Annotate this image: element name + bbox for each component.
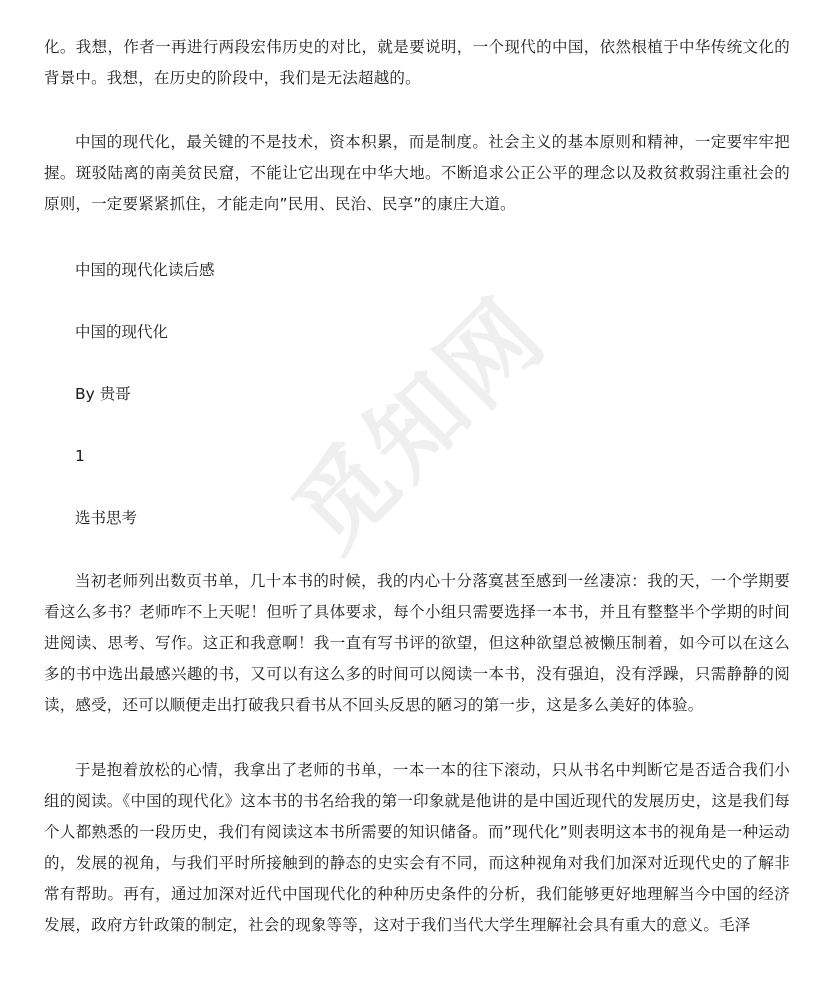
section-title: 选书思考 <box>75 509 138 527</box>
paragraph-modernization: 中国的现代化，最关键的不是技术，资本积累，而是制度。社会主义的基本原则和精神，一定要牢牢把握。斑驳陆离的南美贫民窟，不能让它出现在中华大地。不断追求公正公平的理念以及救贫救弱注重社会的原则，一定要紧紧抓住，才能走向”民用、民治、民享”的康庄大道。 <box>44 133 790 213</box>
paragraph-book-reason: 于是抱着放松的心情，我拿出了老师的书单，一本一本的往下滚动，只从书名中判断它是否适合我们小组的阅读。《中国的现代化》这本书的书名给我的第一印象就是他讲的是中国近现代的发展历史，这是我们每个人都熟悉的一段历史，我们有阅读这本书所需要的知识储备。而”现代化”则表明这本书的视角是一种运动的，发展的视角，与我们平时所接触到的静态的史实会有不同，而这种视角对我们加深对近现代史的了解非常有帮助。再有，通过加深对近代中国现代化的种种历史条件的分析，我们能够更好地理解当今中国的经济发展，政府方针政策的制定，社会的现象等等，这对于我们当代大学生理解社会具有重大的意义。毛泽 <box>44 761 790 934</box>
author-line: By 贵哥 <box>75 385 131 403</box>
section-number: 1 <box>75 447 85 465</box>
paragraph-book-selection: 当初老师列出数页书单，几十本书的时候，我的内心十分落寞甚至感到一丝凄凉：我的天，一个学期要看这么多书？老师咋不上天呢！但听了具体要求，每个小组只需要选择一本书，并且有整整半个学期的时间进阅读、思考、写作。这正和我意啊！我一直有写书评的欲望，但这种欲望总被懒压制着，如今可以在这么多的书中选出最感兴趣的书，又可以有这么多的时间可以阅读一本书，没有强迫，没有浮躁，只需静静的阅读，感受，还可以顺便走出打破我只看书从不回头反思的陋习的第一步，这是多么美好的体验。 <box>44 572 790 714</box>
title-book: 中国的现代化 <box>75 323 169 341</box>
title-review: 中国的现代化读后感 <box>75 261 215 279</box>
watermark: 觅知网 <box>272 276 569 572</box>
paragraph-intro-end: 化。我想，作者一再进行两段宏伟历史的对比，就是要说明，一个现代的中国，依然根植于中华传统文化的背景中。我想，在历史的阶段中，我们是无法超越的。 <box>44 38 790 87</box>
